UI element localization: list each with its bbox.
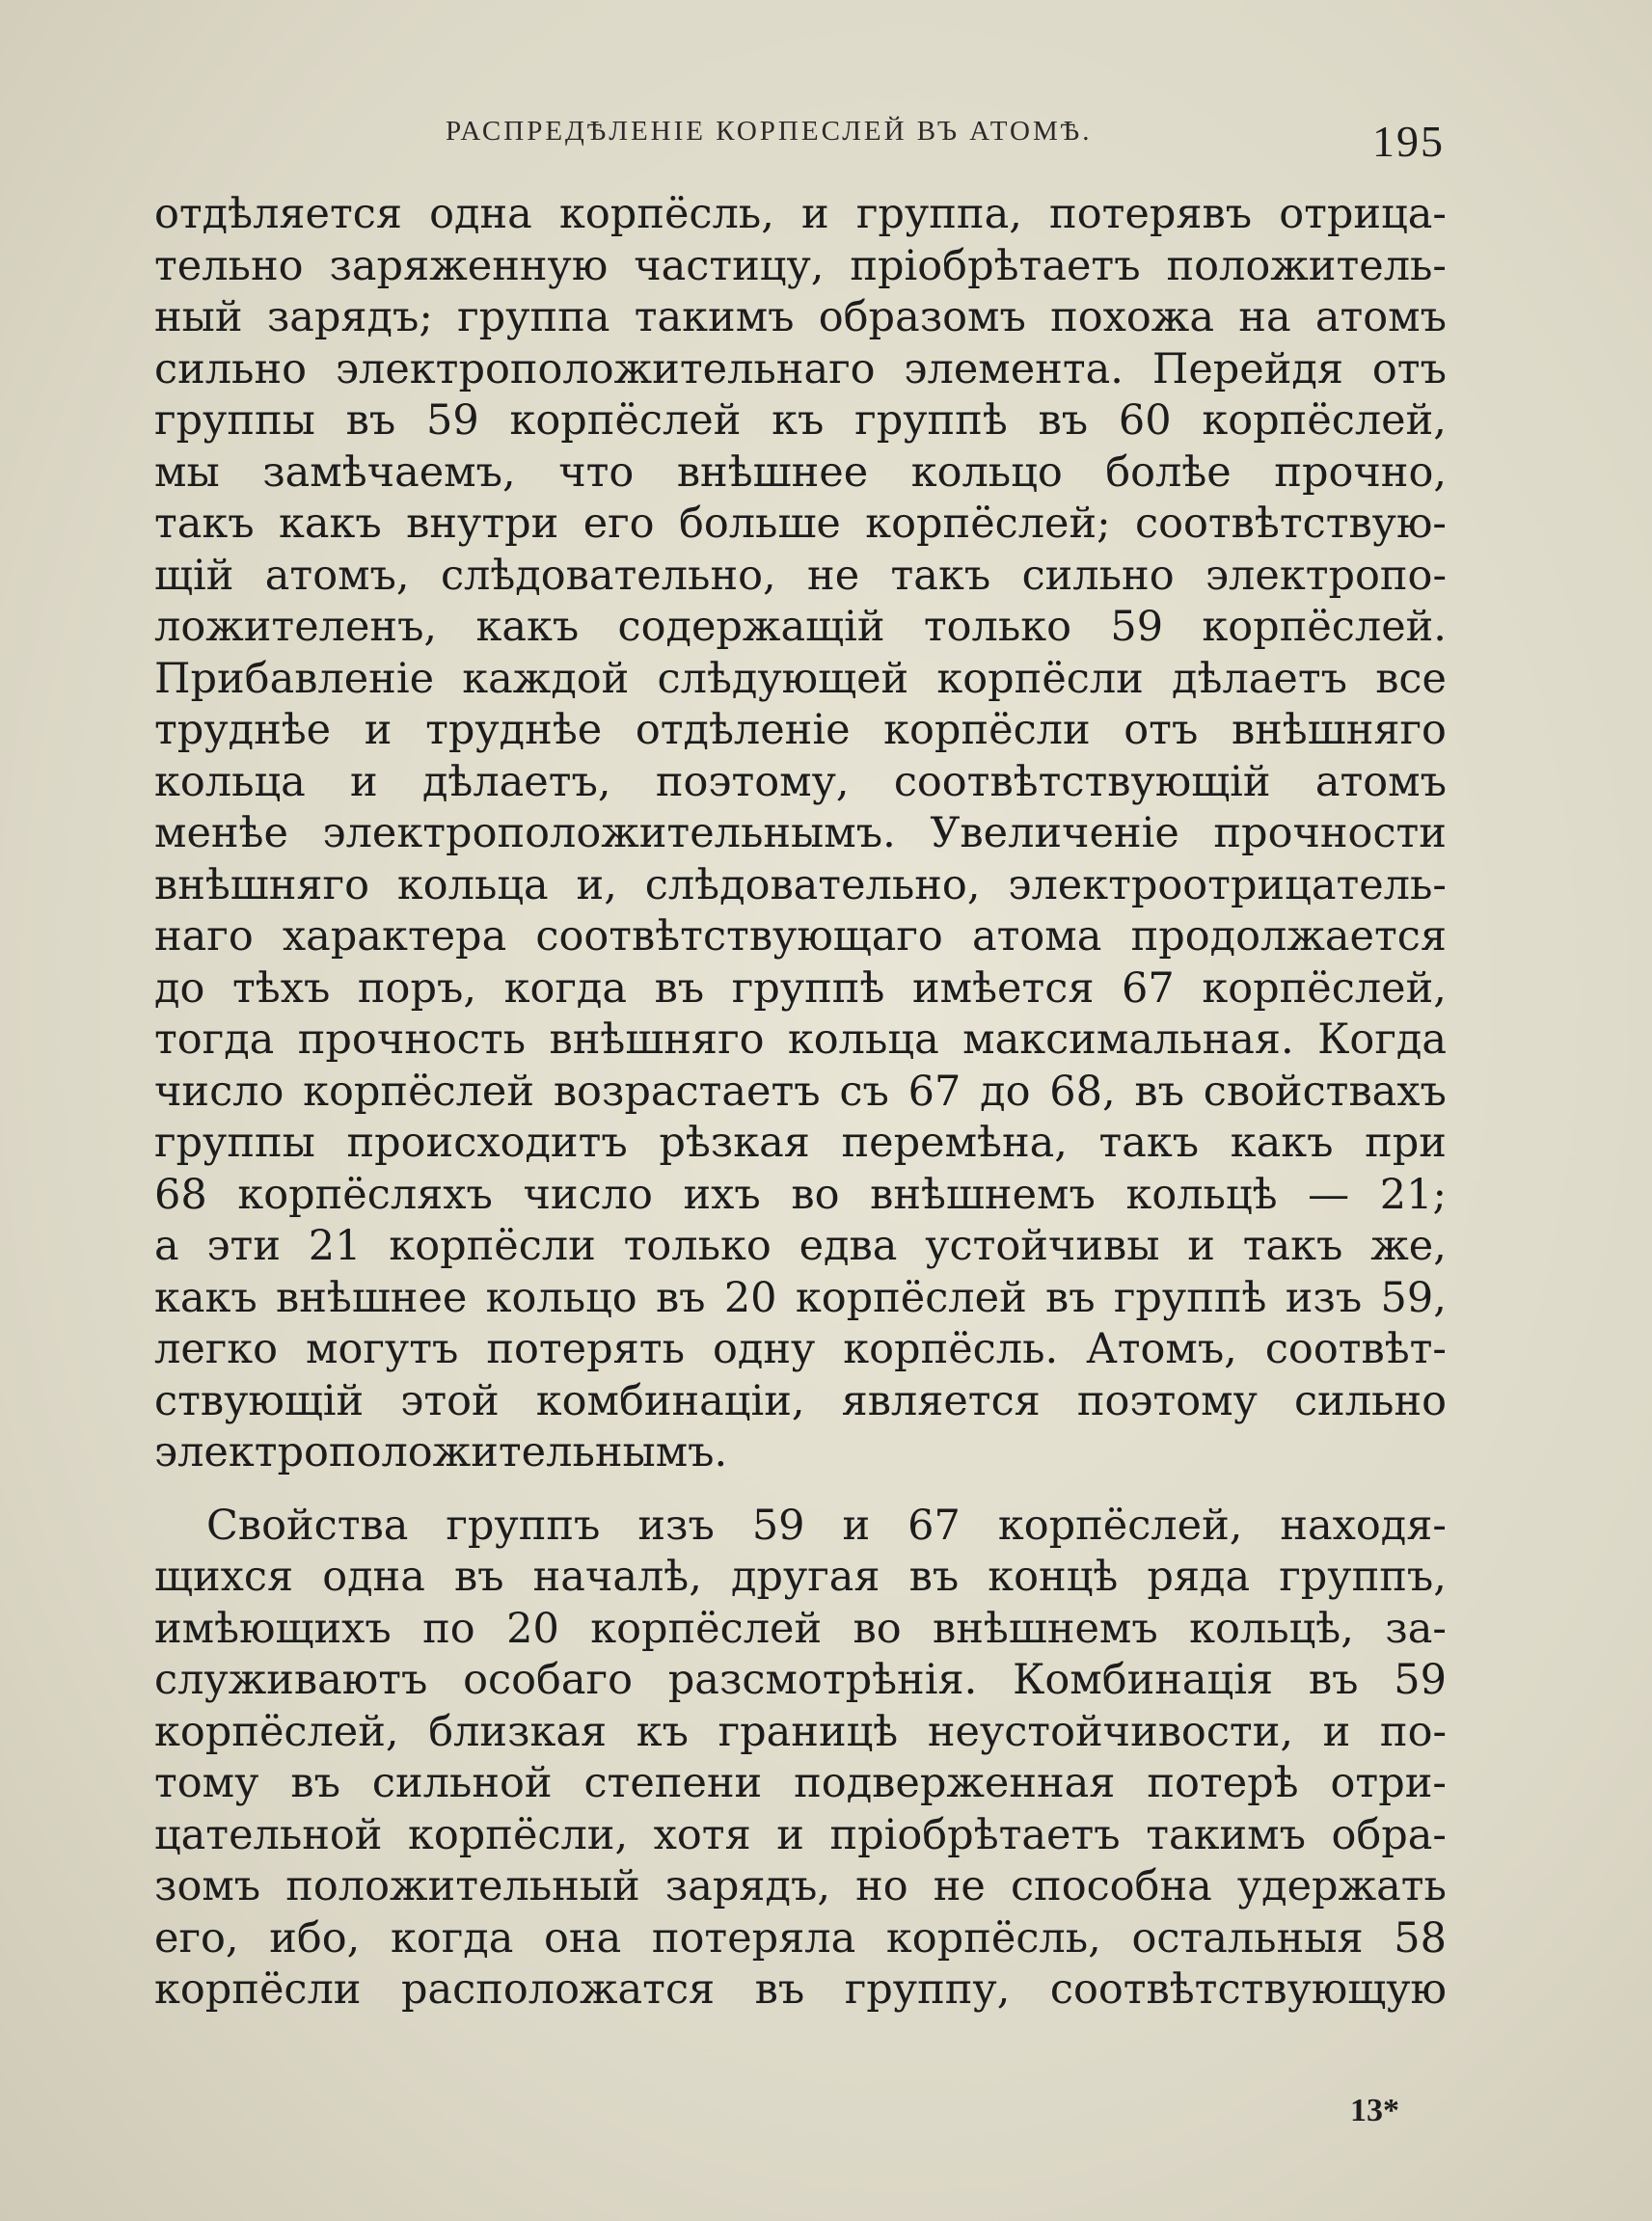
word: корпёслей, bbox=[154, 1707, 399, 1756]
word: въ bbox=[655, 1273, 706, 1322]
word: прочности bbox=[1213, 809, 1447, 857]
word: къ bbox=[636, 1707, 689, 1756]
word: какъ bbox=[1230, 1119, 1334, 1167]
word: разсмотрѣнія. bbox=[667, 1656, 978, 1704]
word: внѣшняго bbox=[1231, 706, 1447, 754]
word: къ bbox=[772, 396, 825, 445]
word: свойствахъ bbox=[1203, 1067, 1447, 1116]
word: корпёслей; bbox=[865, 500, 1111, 548]
word: только bbox=[923, 603, 1072, 651]
word: потерявъ bbox=[1049, 190, 1253, 238]
word: соотвѣтствующую bbox=[1049, 1965, 1447, 2014]
word: сильной bbox=[371, 1759, 553, 1807]
word: отъ bbox=[1371, 344, 1447, 393]
word: 59 bbox=[426, 396, 479, 445]
word: 60 bbox=[1118, 396, 1172, 445]
text-line bbox=[154, 1170, 1447, 1222]
text-line bbox=[154, 757, 1447, 809]
word: подверженная bbox=[794, 1759, 1116, 1807]
word: ложителенъ, bbox=[154, 603, 438, 651]
word: обра- bbox=[1331, 1810, 1447, 1859]
word: 21 bbox=[308, 1222, 362, 1270]
word: такимъ bbox=[1146, 1810, 1306, 1859]
word: близкая bbox=[428, 1707, 608, 1756]
word: 59, bbox=[1380, 1273, 1447, 1322]
word: удержать bbox=[1236, 1862, 1447, 1910]
word: его bbox=[582, 500, 655, 548]
word: внѣшнемъ bbox=[870, 1170, 1096, 1219]
word: внѣшнее bbox=[276, 1273, 468, 1322]
text-line bbox=[154, 1861, 1447, 1913]
word: такъ bbox=[890, 551, 991, 600]
word: положитель- bbox=[1166, 241, 1447, 290]
word: корпёслей, bbox=[997, 1501, 1243, 1550]
word: въ bbox=[453, 1553, 504, 1601]
word: кольца bbox=[154, 757, 306, 806]
word: корпёсль, bbox=[559, 190, 774, 238]
word: кольца bbox=[787, 1016, 939, 1064]
text-line bbox=[154, 395, 1447, 447]
word: въ bbox=[1045, 1273, 1096, 1322]
word: корпёслей bbox=[590, 1604, 823, 1653]
paragraph-1 bbox=[154, 189, 1447, 1479]
word: 67 bbox=[907, 1067, 961, 1116]
word: и bbox=[1322, 1707, 1351, 1756]
word: кольцо bbox=[910, 447, 1063, 497]
word: группъ, bbox=[1279, 1553, 1447, 1601]
word: труднѣе bbox=[425, 706, 603, 754]
text-line bbox=[154, 1324, 1447, 1376]
word: границѣ bbox=[718, 1707, 899, 1756]
word: является bbox=[841, 1376, 1041, 1425]
text-line bbox=[154, 705, 1447, 757]
running-title: РАСПРЕДѢЛЕНІЕ КОРПЕСЛЕЙ ВЪ АТОМѢ. bbox=[446, 116, 1093, 147]
word: соотвѣт- bbox=[1264, 1325, 1447, 1373]
word: слѣдовательно, bbox=[440, 551, 776, 600]
text-line bbox=[154, 1913, 1447, 1965]
word: потеряла bbox=[651, 1913, 856, 1963]
word: Прибавленіе bbox=[154, 654, 435, 703]
text-line bbox=[154, 911, 1447, 963]
word: возрастаетъ bbox=[553, 1067, 821, 1116]
word: когда bbox=[390, 1913, 514, 1963]
word: атома bbox=[971, 912, 1102, 961]
word: кольцѣ, bbox=[1189, 1604, 1354, 1653]
word: могутъ bbox=[306, 1325, 459, 1373]
text-line bbox=[154, 963, 1447, 1016]
word: 20 bbox=[723, 1273, 777, 1322]
word: остальныя bbox=[1131, 1913, 1364, 1963]
word: похожа bbox=[1050, 293, 1215, 341]
word: она bbox=[544, 1913, 622, 1963]
word: одна bbox=[429, 190, 532, 238]
word: внѣшняго bbox=[549, 1016, 765, 1064]
page-number: 195 bbox=[1372, 117, 1445, 166]
word: въ bbox=[1308, 1656, 1359, 1704]
word: корпёслей bbox=[509, 396, 742, 445]
word: эти bbox=[206, 1222, 281, 1270]
word: наго bbox=[154, 912, 254, 961]
text-line bbox=[154, 1015, 1447, 1067]
word: отри- bbox=[1330, 1759, 1447, 1807]
word: прочно, bbox=[1274, 447, 1447, 497]
word: степени bbox=[583, 1759, 763, 1807]
word: въ bbox=[908, 1553, 960, 1601]
word: до bbox=[980, 1067, 1031, 1116]
word: 59 bbox=[1110, 603, 1164, 651]
text-line bbox=[154, 1067, 1447, 1119]
text-line bbox=[154, 1964, 1447, 2017]
word: пріобрѣтаетъ bbox=[829, 1810, 1121, 1859]
word: корпёслей, bbox=[1202, 396, 1447, 445]
word: при bbox=[1365, 1119, 1447, 1167]
word: корпёсли bbox=[936, 654, 1144, 703]
word: дѣлаетъ, bbox=[421, 757, 611, 806]
word: расположатся bbox=[400, 1965, 716, 2014]
word: менѣе bbox=[154, 809, 288, 857]
word: тому bbox=[154, 1759, 259, 1807]
word: одну bbox=[712, 1325, 816, 1373]
word: корпёсли bbox=[154, 1965, 362, 2014]
word: группа, bbox=[855, 190, 1022, 238]
word: внутри bbox=[406, 500, 559, 548]
word: корпёсль, bbox=[885, 1913, 1101, 1963]
text-line bbox=[154, 1273, 1447, 1325]
word: группа bbox=[457, 293, 610, 341]
word: корпёслей bbox=[795, 1273, 1027, 1322]
word: устойчивы bbox=[925, 1222, 1160, 1270]
word: слѣдующей bbox=[657, 654, 909, 703]
word: цательной bbox=[154, 1810, 383, 1859]
word: такъ bbox=[1098, 1119, 1200, 1167]
word: корпёсль. bbox=[843, 1325, 1059, 1373]
word: корпёсли bbox=[389, 1222, 596, 1270]
word: — bbox=[1308, 1170, 1350, 1219]
word: имѣется bbox=[911, 963, 1095, 1013]
word: изъ bbox=[637, 1501, 715, 1550]
word: особаго bbox=[463, 1656, 633, 1704]
word: по bbox=[422, 1604, 475, 1653]
word: во bbox=[853, 1604, 902, 1653]
word: атомъ bbox=[1314, 293, 1447, 341]
word: электроположительнаго bbox=[335, 344, 876, 393]
word: его, bbox=[154, 1913, 239, 1963]
word: болѣе bbox=[1105, 447, 1232, 497]
word: замѣчаемъ, bbox=[262, 447, 516, 497]
word: ихъ bbox=[683, 1170, 761, 1219]
word: какъ bbox=[279, 500, 382, 548]
word: 68 bbox=[154, 1170, 207, 1219]
word: отдѣляется bbox=[154, 190, 402, 238]
word: поэтому bbox=[1076, 1376, 1258, 1425]
word: слѣдовательно, bbox=[644, 860, 981, 909]
word: труднѣе bbox=[154, 706, 332, 754]
word: внѣшняго bbox=[154, 860, 369, 909]
word: больше bbox=[678, 500, 841, 548]
word: Атомъ, bbox=[1086, 1325, 1237, 1373]
word: и bbox=[776, 1810, 804, 1859]
word: потерѣ bbox=[1147, 1759, 1299, 1807]
word: сильно bbox=[154, 344, 308, 393]
word: заряженную bbox=[329, 241, 609, 290]
word: 68, bbox=[1049, 1067, 1116, 1116]
body-text bbox=[154, 189, 1447, 2017]
text-line bbox=[154, 1376, 1447, 1428]
word: корпёсляхъ bbox=[237, 1170, 493, 1219]
text-line bbox=[154, 1758, 1447, 1810]
word: Свойства bbox=[206, 1501, 409, 1550]
word: щій bbox=[154, 551, 234, 600]
word: не bbox=[807, 551, 860, 600]
word: Комбинація bbox=[1013, 1656, 1274, 1704]
word: во bbox=[791, 1170, 840, 1219]
word: отрица- bbox=[1279, 190, 1447, 238]
word: легко bbox=[154, 1325, 279, 1373]
word: сильно bbox=[1293, 1376, 1447, 1425]
word: пріобрѣтаетъ bbox=[850, 241, 1141, 290]
word: группѣ bbox=[854, 396, 1008, 445]
word: съ bbox=[839, 1067, 889, 1116]
word: атомъ, bbox=[264, 551, 410, 600]
word: корпёслей, bbox=[1202, 963, 1447, 1013]
word: что bbox=[558, 447, 635, 497]
text-line bbox=[154, 344, 1447, 396]
word: ный bbox=[154, 293, 243, 341]
text-line bbox=[154, 808, 1447, 860]
text-line bbox=[154, 654, 1447, 706]
word: кольца bbox=[396, 860, 549, 909]
word: и bbox=[1187, 1222, 1215, 1270]
word: ибо, bbox=[269, 1913, 361, 1963]
word: Увеличеніе bbox=[930, 809, 1179, 857]
signature-mark: 13* bbox=[1350, 2093, 1399, 2128]
word: другая bbox=[730, 1553, 880, 1601]
word: способна bbox=[1010, 1862, 1212, 1910]
word: въ bbox=[1038, 396, 1089, 445]
word: изъ bbox=[1285, 1273, 1363, 1322]
text-line bbox=[154, 602, 1447, 654]
word: 58 bbox=[1394, 1913, 1447, 1963]
word: за- bbox=[1385, 1604, 1447, 1653]
text-line bbox=[154, 551, 1447, 603]
word: только bbox=[623, 1222, 772, 1270]
word: внѣшнемъ bbox=[933, 1604, 1158, 1653]
word: и bbox=[364, 706, 393, 754]
word: положительный bbox=[285, 1862, 640, 1910]
text-line bbox=[154, 1118, 1447, 1170]
word: этой bbox=[400, 1376, 500, 1425]
word: въ bbox=[345, 396, 396, 445]
word: въ bbox=[290, 1759, 340, 1807]
word: 67 bbox=[907, 1501, 961, 1550]
word: дѣлаетъ bbox=[1172, 654, 1347, 703]
word: 21; bbox=[1379, 1170, 1447, 1219]
word: число bbox=[523, 1170, 653, 1219]
word: имѣющихъ bbox=[154, 1604, 392, 1653]
word: группѣ bbox=[1113, 1273, 1267, 1322]
word: кольцо bbox=[485, 1273, 637, 1322]
word: продолжается bbox=[1130, 912, 1447, 961]
word: и, bbox=[576, 860, 617, 909]
word: 20 bbox=[506, 1604, 559, 1653]
word: 59 bbox=[751, 1501, 805, 1550]
word: группы bbox=[154, 1119, 315, 1167]
word: внѣшнее bbox=[676, 447, 869, 497]
word: электроположительнымъ. bbox=[322, 809, 896, 857]
text-line bbox=[154, 1604, 1447, 1656]
text-line bbox=[154, 447, 1447, 500]
word: неустойчивости, bbox=[927, 1707, 1294, 1756]
text-line bbox=[154, 860, 1447, 912]
word: но bbox=[855, 1862, 908, 1910]
word: когда bbox=[503, 963, 627, 1013]
text-line bbox=[154, 1552, 1447, 1604]
word: группы bbox=[154, 396, 315, 445]
word: какъ bbox=[154, 1273, 257, 1322]
text-line bbox=[154, 499, 1447, 551]
word: содержащій bbox=[617, 603, 885, 651]
word: на bbox=[1238, 293, 1291, 341]
word: такъ bbox=[1242, 1222, 1343, 1270]
word: поръ, bbox=[357, 963, 476, 1013]
word: хотя bbox=[653, 1810, 751, 1859]
word: зарядъ; bbox=[266, 293, 433, 341]
word: характера bbox=[282, 912, 507, 961]
word: зарядъ, bbox=[664, 1862, 831, 1910]
text-line bbox=[154, 189, 1447, 241]
word: частицу, bbox=[634, 241, 825, 290]
word: служиваютъ bbox=[154, 1656, 428, 1704]
word: рѣзкая bbox=[659, 1119, 810, 1167]
word: корпёсли, bbox=[408, 1810, 629, 1859]
word: щихся bbox=[154, 1553, 294, 1601]
word: происходитъ bbox=[346, 1119, 628, 1167]
word: мы bbox=[154, 447, 220, 497]
word: 67 bbox=[1122, 963, 1175, 1013]
text-line bbox=[154, 241, 1447, 293]
word: находя- bbox=[1280, 1501, 1447, 1550]
word: потерять bbox=[486, 1325, 685, 1373]
word: соотвѣтствующаго bbox=[535, 912, 943, 961]
word: и bbox=[801, 190, 829, 238]
word: соотвѣтствую- bbox=[1135, 500, 1447, 548]
text-line bbox=[154, 1501, 1447, 1553]
word: комбинаціи, bbox=[535, 1376, 805, 1425]
word: такимъ bbox=[634, 293, 795, 341]
word: и bbox=[842, 1501, 871, 1550]
word: ствующій bbox=[154, 1376, 365, 1425]
word: до bbox=[154, 963, 205, 1013]
word: поэтому, bbox=[655, 757, 850, 806]
word: корпёсли bbox=[883, 706, 1091, 754]
text-line bbox=[154, 1655, 1447, 1707]
word: все bbox=[1375, 654, 1447, 703]
word: такъ bbox=[154, 500, 255, 548]
word: соотвѣтствующій bbox=[893, 757, 1271, 806]
word: не bbox=[933, 1862, 986, 1910]
word: корпёслей. bbox=[1202, 603, 1447, 651]
word: зомъ bbox=[154, 1862, 261, 1910]
word: 59 bbox=[1394, 1656, 1447, 1704]
word: же, bbox=[1370, 1222, 1447, 1270]
word: число bbox=[154, 1067, 284, 1116]
word: тельно bbox=[154, 241, 304, 290]
word: корпёслей bbox=[303, 1067, 535, 1116]
text-line bbox=[154, 1221, 1447, 1273]
text-line bbox=[154, 1707, 1447, 1759]
word: по- bbox=[1379, 1707, 1447, 1756]
word: тогда bbox=[154, 1016, 275, 1064]
word: а bbox=[154, 1222, 179, 1270]
word: въ bbox=[754, 1965, 805, 2014]
word: въ bbox=[654, 963, 705, 1013]
paragraph-2 bbox=[154, 1501, 1447, 2017]
word: группу, bbox=[844, 1965, 1011, 2014]
word: и bbox=[350, 757, 378, 806]
word: кольцѣ bbox=[1125, 1170, 1278, 1219]
word: отдѣленіе bbox=[635, 706, 851, 754]
word: едва bbox=[799, 1222, 898, 1270]
word: ряда bbox=[1147, 1553, 1251, 1601]
text-line bbox=[154, 292, 1447, 344]
word: Когда bbox=[1317, 1016, 1447, 1064]
word: въ bbox=[1134, 1067, 1184, 1116]
word: началѣ, bbox=[532, 1553, 702, 1601]
word: перемѣна, bbox=[841, 1119, 1068, 1167]
word: образомъ bbox=[818, 293, 1026, 341]
word: атомъ bbox=[1314, 757, 1447, 806]
word: отъ bbox=[1124, 706, 1199, 754]
word: электроотрицатель- bbox=[1008, 860, 1447, 909]
word: элемента. bbox=[904, 344, 1124, 393]
word: какъ bbox=[475, 603, 580, 651]
word: электроположительнымъ. bbox=[154, 1428, 728, 1476]
word: каждой bbox=[462, 654, 630, 703]
text-line bbox=[154, 1427, 1447, 1479]
word: максимальная. bbox=[962, 1016, 1294, 1064]
text-line bbox=[154, 1810, 1447, 1862]
word: концѣ bbox=[988, 1553, 1119, 1601]
word: прочность bbox=[297, 1016, 527, 1064]
word: группѣ bbox=[731, 963, 885, 1013]
word: одна bbox=[322, 1553, 425, 1601]
word: группъ bbox=[446, 1501, 601, 1550]
word: электропо- bbox=[1205, 551, 1447, 600]
word: тѣхъ bbox=[231, 963, 331, 1013]
word: сильно bbox=[1021, 551, 1175, 600]
word: Перейдя bbox=[1151, 344, 1344, 393]
